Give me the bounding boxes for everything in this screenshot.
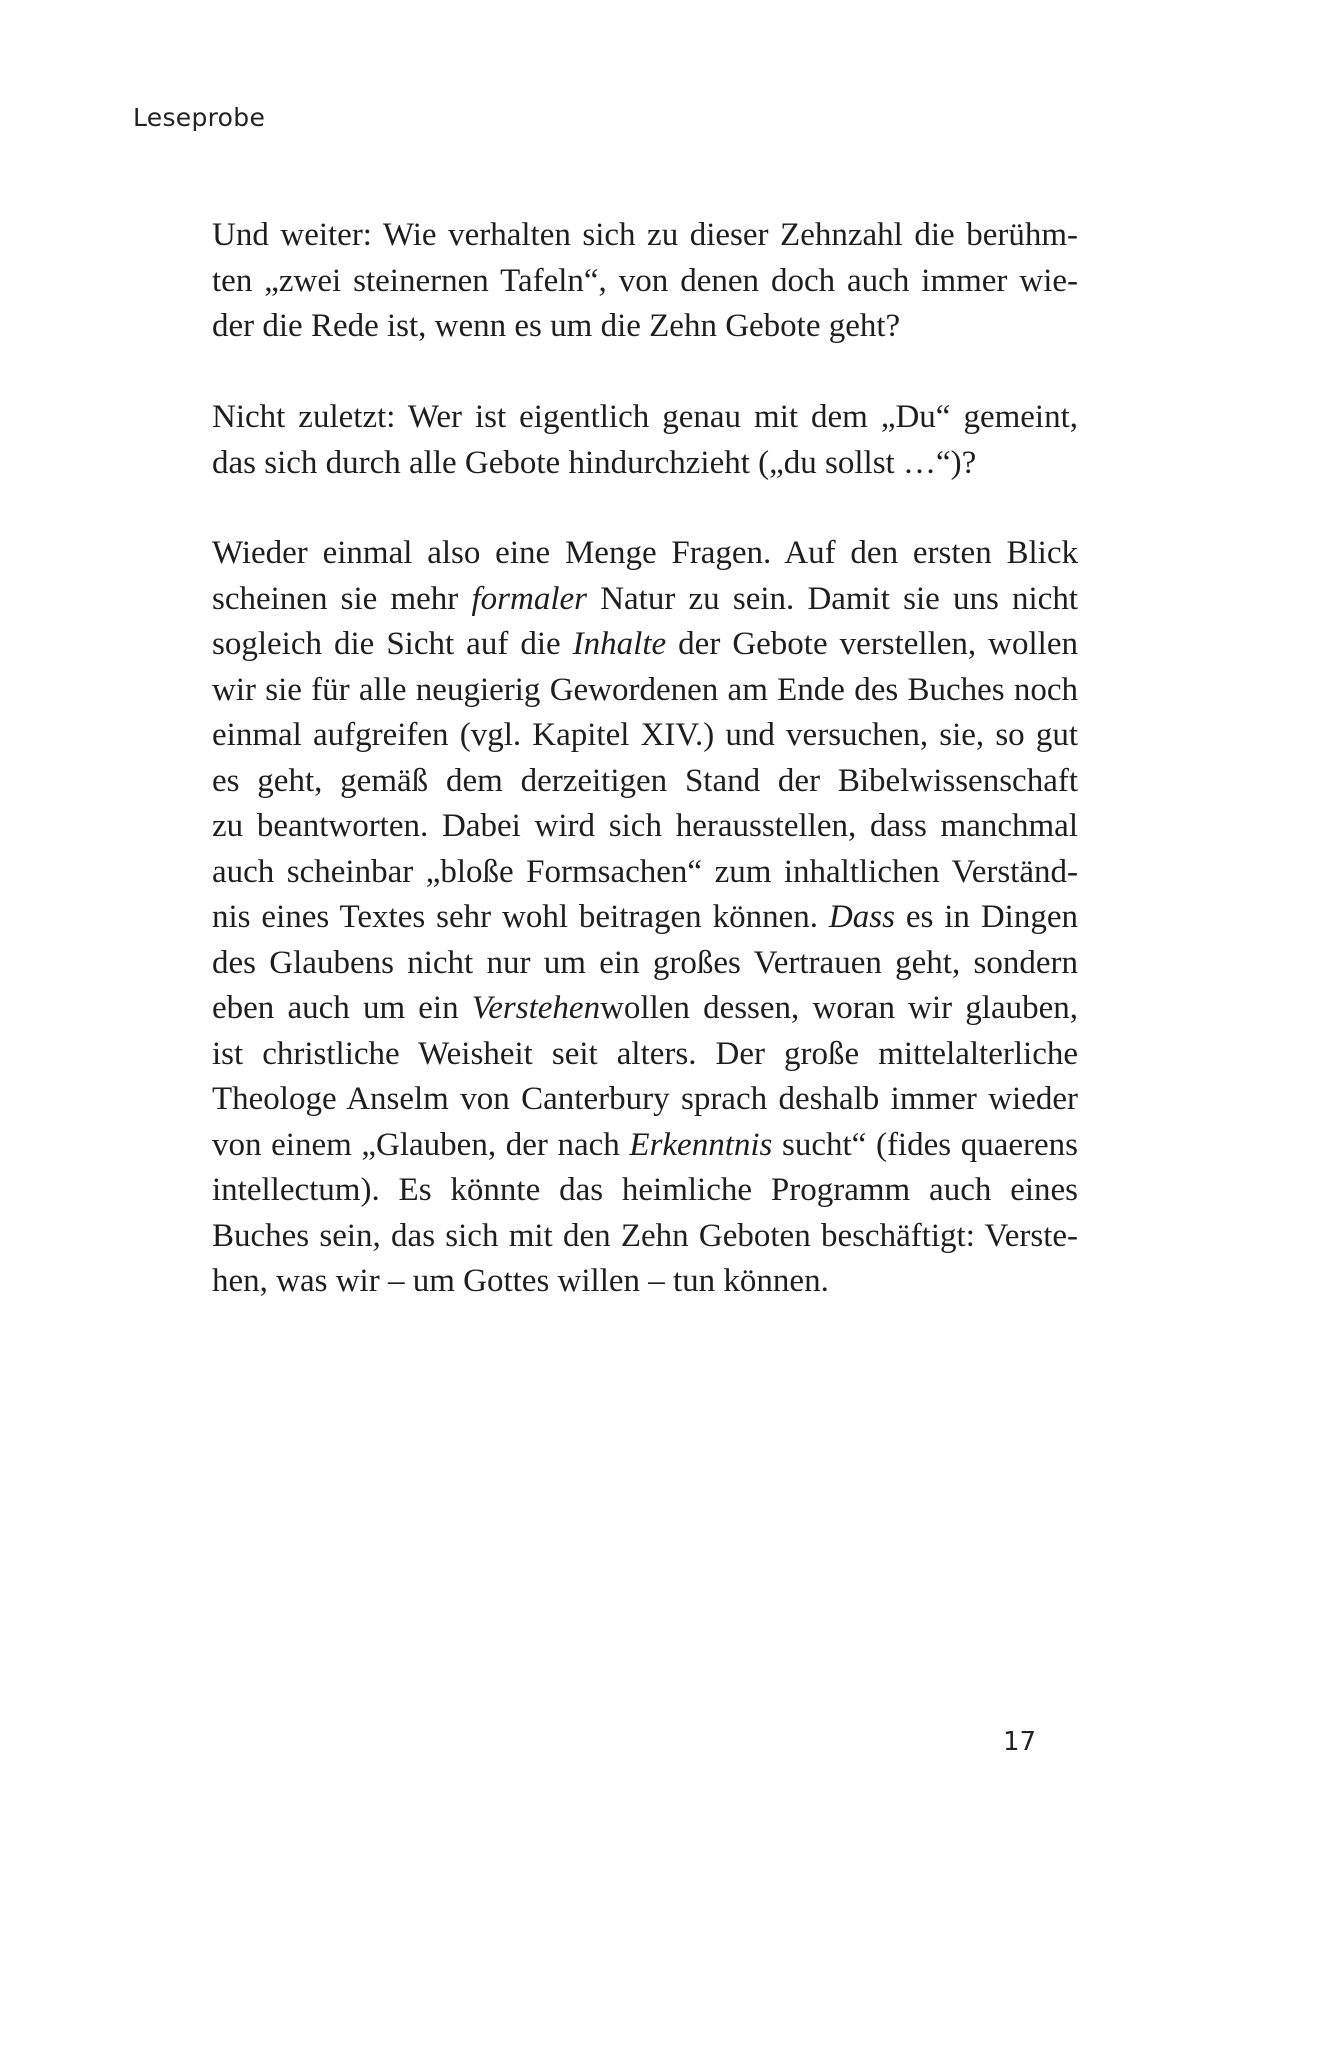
text-line: ist christliche Weisheit seit alters. Der große mittelalterliche [212,1035,1078,1072]
emphasis-verstehen: Verstehen [471,990,601,1026]
text-line: scheinen sie mehr formaler Natur zu sein. Damit sie uns nicht [212,580,1078,617]
text-line: auch scheinbar „bloße Formsachen“ zum inhaltlichen Verständ- [212,853,1078,890]
text-line: eben auch um ein Verstehenwollen dessen, woran wir glauben, [212,990,1078,1026]
text-line: Und weiter: Wie verhalten sich zu dieser Zehnzahl die berühm- [212,217,1078,253]
text-line: wir sie für alle neugierig Gewordenen am Ende des Buches noch [212,671,1078,708]
paragraph-questions-discussion [212,531,1078,1305]
text-line: Wieder einmal also eine Menge Fragen. Auf den ersten Blick [212,535,1078,571]
text-line: ten „zwei steinernen Tafeln“, von denen doch auch immer wie- [212,262,1078,299]
paragraph-tablets-question [212,213,1078,350]
text-line: von einem „Glauben, der nach Erkenntnis sucht“ (fides quaerens [212,1126,1078,1163]
text-line: Theologe Anselm von Canterbury sprach deshalb immer wieder [212,1081,1078,1117]
text-line: Nicht zuletzt: Wer ist eigentlich genau mit dem „Du“ gemeint, [212,399,1078,435]
text-line: es geht, gemäß dem derzeitigen Stand der Bibelwissenschaft [212,762,1078,799]
text-line: Buches sein, das sich mit den Zehn Geboten beschäftigt: Verste- [212,1217,1078,1254]
emphasis-dass: Dass [828,899,895,935]
text-line: zu beantworten. Dabei wird sich herausstellen, dass manchmal [212,808,1078,844]
text-line: sogleich die Sicht auf die Inhalte der Gebote verstellen, wollen [212,626,1078,662]
page-number: 17 [1003,1727,1037,1757]
emphasis-inhalte: Inhalte [572,626,667,662]
text-line: der die Rede ist, wenn es um die Zehn Gebote geht? [212,308,901,344]
text-line: intellectum). Es könnte das heimliche Programm auch eines [212,1172,1078,1208]
text-line: das sich durch alle Gebote hindurchzieht („du sollst …“)? [212,444,977,481]
running-header: Leseprobe [133,103,266,132]
text-line: hen, was wir – um Gottes willen – tun können. [212,1263,829,1299]
text-line: einmal aufgreifen (vgl. Kapitel XIV.) und versuchen, sie, so gut [212,717,1078,753]
emphasis-erkenntnis: Erkenntnis [629,1126,773,1163]
paragraph-du-question [212,395,1078,486]
text-line: des Glaubens nicht nur um ein großes Vertrauen geht, sondern [212,944,1078,981]
emphasis-formaler: formaler [471,580,587,617]
text-line: nis eines Textes sehr wohl beitragen können. Dass es in Dingen [212,899,1078,935]
